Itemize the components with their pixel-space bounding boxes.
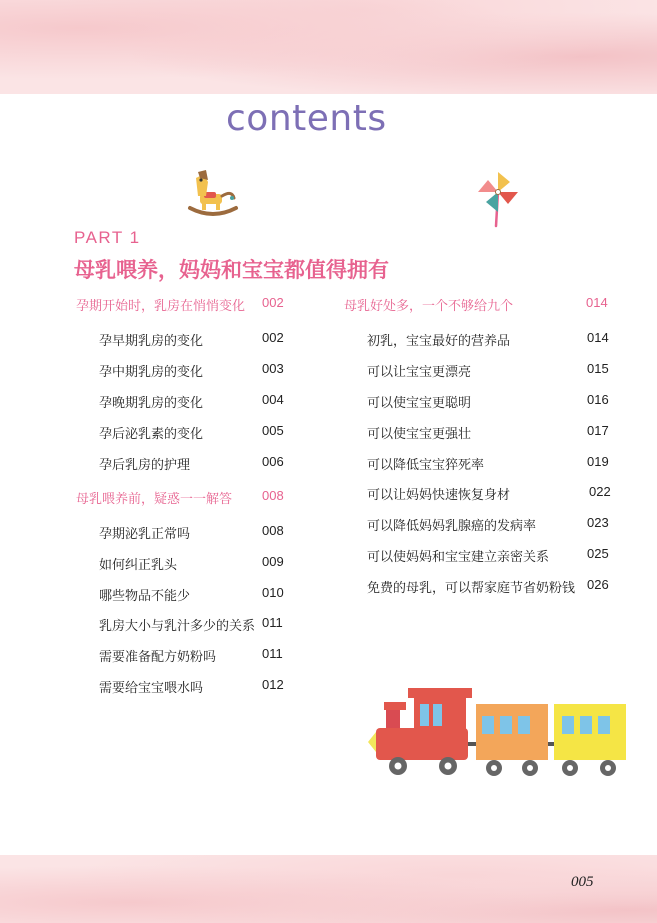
toc-page-number: 016 — [587, 392, 609, 407]
toc-entry[interactable]: 可以使妈妈和宝宝建立亲密关系 — [367, 550, 550, 565]
toy-train-icon — [366, 684, 628, 780]
toc-entry[interactable]: 可以降低妈妈乳腺癌的发病率 — [367, 519, 537, 534]
section-page-number: 014 — [586, 295, 608, 310]
toc-entry[interactable]: 孕后乳房的护理 — [99, 458, 191, 473]
section-page-number: 008 — [262, 488, 284, 503]
toc-entry[interactable]: 如何纠正乳头 — [99, 558, 178, 573]
page-number: 005 — [571, 874, 594, 890]
toc-entry[interactable]: 需要给宝宝喂水吗 — [99, 681, 204, 696]
toc-page-number: 003 — [262, 361, 284, 376]
toc-page-number: 002 — [262, 330, 284, 345]
toc-entry[interactable]: 可以降低宝宝猝死率 — [367, 458, 485, 473]
toc-entry[interactable]: 孕晚期乳房的变化 — [99, 396, 204, 411]
toc-entry[interactable]: 可以让妈妈快速恢复身材 — [367, 488, 511, 503]
toc-page-number: 005 — [262, 423, 284, 438]
toc-entry[interactable]: 孕中期乳房的变化 — [99, 365, 204, 380]
toc-page-number: 012 — [262, 677, 284, 692]
toc-entry[interactable]: 乳房大小与乳汁多少的关系 — [99, 619, 256, 634]
toc-page-number: 010 — [262, 585, 284, 600]
toc-entry[interactable]: 哪些物品不能少 — [99, 589, 191, 604]
part-label: PART 1 — [74, 228, 141, 247]
toc-page-number: 011 — [262, 615, 283, 630]
toc-entry[interactable]: 孕早期乳房的变化 — [99, 334, 204, 349]
toc-page-number: 006 — [262, 454, 284, 469]
toc-page-number: 017 — [587, 423, 609, 438]
toc-entry[interactable]: 初乳，宝宝最好的营养品 — [367, 334, 511, 349]
bottom-watercolor-band — [0, 855, 657, 923]
toc-page-number: 022 — [589, 484, 611, 499]
toc-page-number: 019 — [587, 454, 609, 469]
toc-entry[interactable]: 可以让宝宝更漂亮 — [367, 365, 472, 380]
section-title[interactable]: 母乳好处多，一个不够给九个 — [344, 299, 514, 314]
toc-page-number: 026 — [587, 577, 609, 592]
pinwheel-icon — [474, 170, 522, 228]
section-title[interactable]: 母乳喂养前，疑惑一一解答 — [76, 492, 233, 507]
toc-page-number: 015 — [587, 361, 609, 376]
toc-page-number: 004 — [262, 392, 284, 407]
toc-page-number: 008 — [262, 523, 284, 538]
toc-entry[interactable]: 可以使宝宝更聪明 — [367, 396, 472, 411]
toc-page-number: 023 — [587, 515, 609, 530]
top-watercolor-band — [0, 0, 657, 94]
toc-page-number: 025 — [587, 546, 609, 561]
rocking-horse-icon — [186, 168, 240, 220]
toc-entry[interactable]: 可以使宝宝更强壮 — [367, 427, 472, 442]
toc-entry[interactable]: 孕期泌乳正常吗 — [99, 527, 191, 542]
section-title[interactable]: 孕期开始时，乳房在悄悄变化 — [76, 299, 246, 314]
toc-page-number: 009 — [262, 554, 284, 569]
toc-entry[interactable]: 孕后泌乳素的变化 — [99, 427, 204, 442]
toc-page-number: 014 — [587, 330, 609, 345]
part-title: 母乳喂养，妈妈和宝宝都值得拥有 — [74, 258, 389, 282]
section-page-number: 002 — [262, 295, 284, 310]
toc-entry[interactable]: 免费的母乳，可以帮家庭节省奶粉钱 — [367, 581, 576, 596]
page-title: contents — [226, 98, 387, 139]
toc-page-number: 011 — [262, 646, 283, 661]
toc-entry[interactable]: 需要准备配方奶粉吗 — [99, 650, 217, 665]
